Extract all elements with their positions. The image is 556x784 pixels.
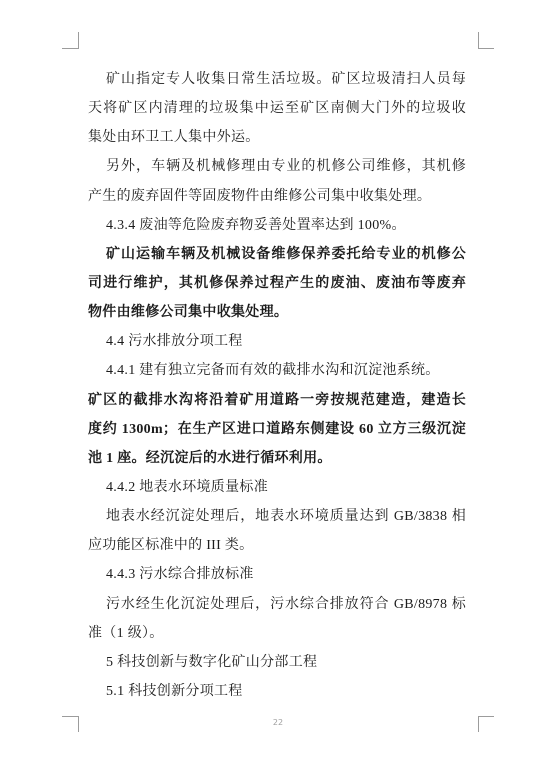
corner-mark-bottom-left-v [78,716,79,732]
paragraph-surface-water [88,502,466,560]
corner-mark-top-right-h [478,48,494,49]
paragraph-line: 矿山运输车辆及机械设备维修保养委托给专业的机修公 [106,246,466,262]
corner-mark-bottom-left-h [62,716,78,717]
section-heading: 4.3.4 废油等危险废弃物妥善处置率达到 100%。 [106,217,406,233]
corner-mark-top-left-h [62,48,78,49]
heading-4-4 [88,327,466,356]
paragraph-line: 天将矿区内清理的垃圾集中运至矿区南侧大门外的垃圾收 [88,101,466,117]
paragraph-line: 另外，车辆及机械修理由专业的机修公司维修，其机修 [106,159,466,175]
paragraph-line: 集处由环卫工人集中外运。 [88,130,260,146]
paragraph-garbage-collection [88,65,466,152]
paragraph-line: 池 1 座。经沉淀后的水进行循环利用。 [88,450,332,466]
section-heading: 4.4 污水排放分项工程 [106,334,243,350]
paragraph-line: 污水经生化沉淀处理后，污水综合排放符合 GB/8978 标 [106,596,466,612]
paragraph-sewage-discharge [88,590,466,648]
heading-4-4-2 [88,473,466,502]
section-heading: 4.4.3 污水综合排放标准 [106,567,254,583]
paragraph-drainage-system [88,386,466,473]
section-heading: 5 科技创新与数字化矿山分部工程 [106,654,318,670]
paragraph-vehicle-repair [88,152,466,210]
paragraph-line: 地表水经沉淀处理后，地表水环境质量达到 GB/3838 相 [106,509,466,525]
paragraph-line: 矿山指定专人收集日常生活垃圾。矿区垃圾清扫人员每 [106,72,466,87]
heading-5 [88,648,466,677]
heading-4-4-3 [88,560,466,589]
section-heading: 4.4.1 建有独立完备而有效的截排水沟和沉淀池系统。 [106,363,440,379]
paragraph-line: 司进行维护，其机修保养过程产生的废油、废油布等废弃 [88,275,466,291]
paragraph-line: 产生的废弃固件等固废物件由维修公司集中收集处理。 [88,188,432,204]
paragraph-line: 度约 1300m；在生产区进口道路东侧建设 60 立方三级沉淀 [88,421,466,437]
section-heading: 4.4.2 地表水环境质量标准 [106,479,268,495]
heading-4-4-1 [88,356,466,385]
corner-mark-top-left-v [78,32,79,49]
corner-mark-bottom-right-v [478,716,479,732]
corner-mark-top-right-v [478,32,479,49]
paragraph-line: 应功能区标准中的 III 类。 [88,538,254,554]
section-heading: 5.1 科技创新分项工程 [106,683,243,699]
paragraph-line: 矿区的截排水沟将沿着矿用道路一旁按规范建造，建造长 [88,392,466,408]
corner-mark-bottom-right-h [478,716,494,717]
paragraph-line: 物件由维修公司集中收集处理。 [88,305,289,321]
paragraph-line: 准（1 级）。 [88,625,164,641]
paragraph-waste-oil-handling [88,240,466,327]
heading-5-1 [88,677,466,706]
page-number: 22 [272,718,284,727]
document-body [88,65,466,706]
heading-4-3-4 [88,211,466,240]
